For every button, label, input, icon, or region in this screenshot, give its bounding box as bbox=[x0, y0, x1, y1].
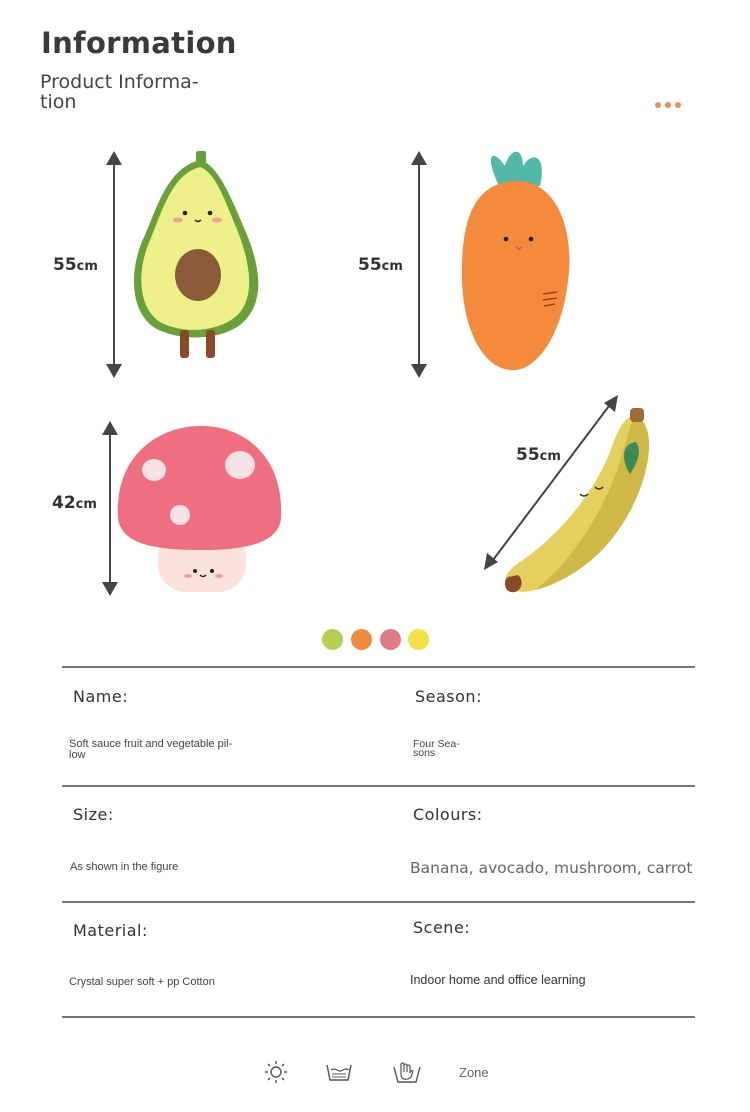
color-swatch-yellow[interactable] bbox=[408, 629, 429, 650]
hand-wash-icon bbox=[393, 1060, 421, 1084]
mushroom-size bbox=[52, 493, 97, 513]
mushroom-image bbox=[96, 418, 296, 598]
mushroom-size-number: 42 bbox=[52, 493, 76, 513]
season-label: Season: bbox=[415, 687, 482, 706]
subtitle-text: Product Informa- tion bbox=[40, 71, 199, 113]
carrot-size-number: 55 bbox=[358, 255, 382, 275]
avocado-size-number: 55 bbox=[53, 255, 77, 275]
carrot-size bbox=[358, 255, 403, 275]
banana-size-number: 55 bbox=[516, 445, 540, 465]
more-dots-icon[interactable] bbox=[655, 102, 685, 110]
carrot-size-unit: cm bbox=[381, 259, 403, 274]
material-value: Crystal super soft + pp Cotton bbox=[69, 976, 215, 988]
table-divider bbox=[62, 901, 695, 903]
color-swatch-pink[interactable] bbox=[380, 629, 401, 650]
carrot-image bbox=[405, 148, 585, 382]
page-title: Information bbox=[41, 26, 237, 60]
banana-image bbox=[480, 392, 670, 602]
wash-icon bbox=[326, 1062, 352, 1082]
banana-size bbox=[516, 445, 561, 465]
material-label: Material: bbox=[73, 921, 148, 940]
zone-label: Zone bbox=[459, 1065, 489, 1080]
table-divider bbox=[62, 785, 695, 787]
mushroom-size-unit: cm bbox=[75, 497, 97, 512]
name-value: Soft sauce fruit and vegetable pil- low bbox=[69, 738, 233, 761]
banana-size-unit: cm bbox=[539, 449, 561, 464]
color-swatch-green[interactable] bbox=[322, 629, 343, 650]
table-divider bbox=[62, 1016, 695, 1018]
size-value: As shown in the figure bbox=[70, 861, 179, 873]
scene-label: Scene: bbox=[413, 918, 471, 937]
colours-value: Banana, avocado, mushroom, carrot bbox=[410, 859, 693, 877]
avocado-size-unit: cm bbox=[76, 259, 98, 274]
avocado-size bbox=[53, 255, 98, 275]
color-swatch-orange[interactable] bbox=[351, 629, 372, 650]
name-label: Name: bbox=[73, 687, 129, 706]
avocado-image bbox=[100, 150, 260, 382]
size-label: Size: bbox=[73, 805, 114, 824]
sun-icon bbox=[264, 1060, 288, 1084]
season-value: Four Sea- sons bbox=[413, 738, 460, 759]
table-divider bbox=[62, 666, 695, 668]
colours-label: Colours: bbox=[413, 805, 483, 824]
page-subtitle bbox=[40, 72, 210, 112]
scene-value: Indoor home and office learning bbox=[410, 973, 586, 987]
